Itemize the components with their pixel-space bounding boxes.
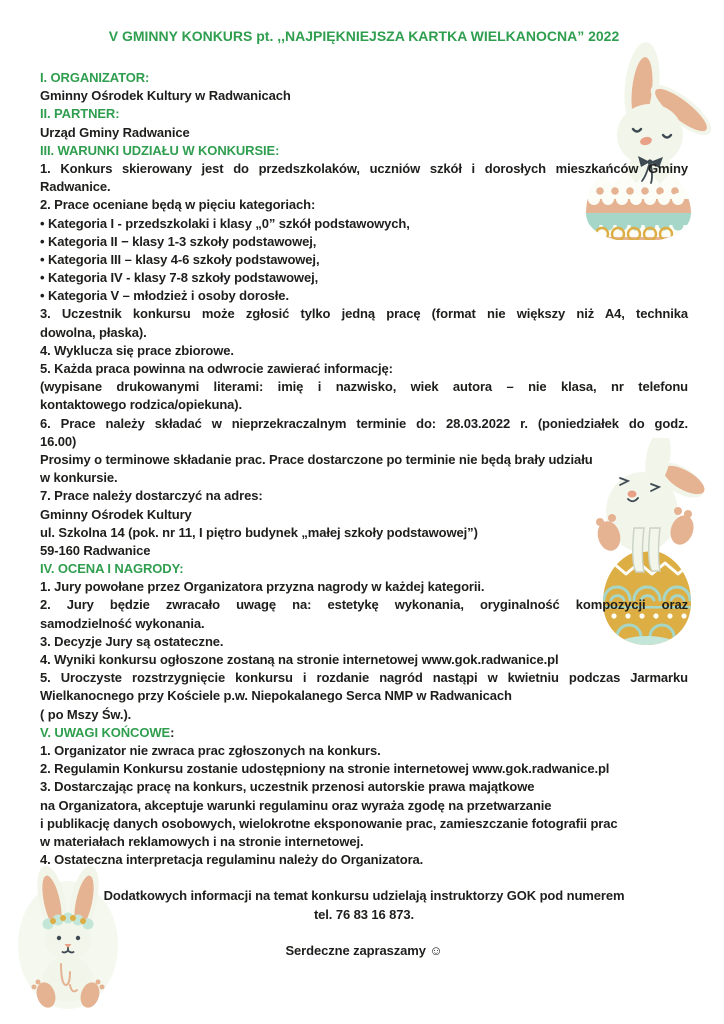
section-heading	[40, 724, 688, 742]
text-line	[40, 906, 688, 924]
body-text: 1. Konkurs skierowany jest do przedszkolaków, uczniów szkół i dorosłych mieszkańców Gminy	[40, 160, 688, 176]
document-text-layer	[40, 26, 688, 960]
text-line	[40, 760, 688, 778]
text-line	[40, 851, 688, 869]
body-text: Gminny Ośrodek Kultury w Radwanicach	[40, 88, 291, 104]
text-line	[40, 324, 688, 342]
document-body	[40, 69, 688, 960]
heading-text: IV. OCENA I NAGRODY:	[40, 561, 184, 577]
text-line	[40, 651, 688, 669]
text-line	[40, 815, 688, 833]
body-text: 3. Uczestnik konkursu może zgłosić tylko jedną pracę (format nie większy niż A4, technika	[40, 306, 688, 322]
body-text: • Kategoria IV - klasy 7-8 szkoły podstawowej,	[40, 270, 319, 286]
body-text: Dodatkowych informacji na temat konkursu udzielają instruktorzy GOK pod numerem	[103, 888, 625, 904]
text-line	[40, 251, 688, 269]
text-line	[40, 451, 688, 469]
body-text: w konkursie.	[40, 470, 118, 486]
body-text: 4. Wyklucza się prace zbiorowe.	[40, 342, 234, 358]
section-heading	[40, 142, 688, 160]
text-line	[40, 942, 688, 960]
heading-text: III. WARUNKI UDZIAŁU W KONKURSIE:	[40, 142, 280, 158]
text-line	[40, 360, 688, 378]
body-text: 16.00)	[40, 433, 77, 449]
body-text: kontaktowego rodzica/opiekuna).	[40, 397, 243, 413]
text-line	[40, 797, 688, 815]
body-text: 2. Regulamin Konkursu zostanie udostępniony na stronie internetowej www.gok.radwanice.pl	[40, 761, 610, 777]
body-text: • Kategoria II − klasy 1-3 szkoły podstawowej,	[40, 233, 317, 249]
text-line	[40, 615, 688, 633]
text-line	[40, 633, 688, 651]
body-text: dowolna, płaska).	[40, 324, 147, 340]
body-text: ul. Szkolna 14 (pok. nr 11, I piętro budynek „małej szkoły podstawowej”)	[40, 524, 478, 540]
document-title: V GMINNY KONKURS pt. ,,NAJPIĘKNIEJSZA KARTKA WIELKANOCNA” 2022	[108, 28, 620, 44]
text-line	[40, 742, 688, 760]
body-text: 59-160 Radwanice	[40, 542, 151, 558]
body-text: Gminny Ośrodek Kultury	[40, 506, 192, 522]
text-line	[40, 196, 688, 214]
text-line	[40, 887, 688, 905]
body-text: • Kategoria III – klasy 4-6 szkoły podstawowej,	[40, 251, 320, 267]
text-line	[40, 287, 688, 305]
text-line	[40, 178, 688, 196]
text-line	[40, 833, 688, 851]
body-text: (wypisane drukowanymi literami: imię i nazwisko, wiek autora – nie klasa, nr telefonu	[40, 379, 688, 395]
text-line	[40, 124, 688, 142]
text-line	[40, 87, 688, 105]
body-text: ( po Mszy Św.).	[40, 706, 132, 722]
text-line	[40, 233, 688, 251]
text-line	[40, 596, 688, 614]
text-line	[40, 506, 688, 524]
text-line	[40, 378, 688, 396]
body-text: • Kategoria V – młodzież i osoby dorosłe.	[40, 288, 289, 304]
body-text: Urząd Gminy Radwanice	[40, 124, 190, 140]
body-text: 4. Ostateczna interpretacja regulaminu należy do Organizatora.	[40, 852, 424, 868]
heading-text: V. UWAGI KOŃCOWE	[40, 724, 171, 740]
body-text: 7. Prace należy dostarczyć na adres:	[40, 488, 263, 504]
body-text: 2. Prace oceniane będą w pięciu kategoriach:	[40, 197, 316, 213]
text-line	[40, 487, 688, 505]
section-heading	[40, 560, 688, 578]
blank-line	[40, 869, 688, 887]
text-line	[40, 578, 688, 596]
text-line	[40, 160, 688, 178]
text-line	[40, 269, 688, 287]
text-line	[40, 687, 688, 705]
text-line	[40, 215, 688, 233]
body-text: Serdeczne zapraszamy ☺	[285, 943, 443, 958]
body-text: • Kategoria I - przedszkolaki i klasy „0” szkół podstawowych,	[40, 215, 410, 231]
body-text: 1. Organizator nie zwraca prac zgłoszonych na konkurs.	[40, 742, 381, 758]
text-line	[40, 669, 688, 687]
body-text: 5. Uroczyste rozstrzygnięcie konkursu i rozdanie nagród nastąpi w kwietniu podczas Jarmarku	[40, 670, 688, 686]
body-text: Wielkanocnego przy Kościele p.w. Niepokalanego Serca NMP w Radwanicach	[40, 688, 512, 704]
body-text: samodzielność wykonania.	[40, 615, 205, 631]
section-heading	[40, 105, 688, 123]
heading-text: II. PARTNER:	[40, 106, 120, 122]
section-heading	[40, 69, 688, 87]
blank-line	[40, 924, 688, 942]
text-line	[40, 706, 688, 724]
heading-text: I. ORGANIZATOR:	[40, 70, 150, 85]
text-line	[40, 342, 688, 360]
text-line	[40, 778, 688, 796]
text-line	[40, 433, 688, 451]
body-text: w materiałach reklamowych i na stronie internetowej.	[40, 833, 364, 849]
text-line	[40, 396, 688, 414]
body-text: tel. 76 83 16 873.	[313, 906, 415, 922]
body-text: Radwanice.	[40, 179, 111, 195]
body-text: Prosimy o terminowe składanie prac. Prace dostarczone po terminie nie będą brały udziału	[40, 451, 593, 467]
text-line	[40, 469, 688, 487]
text-line	[40, 542, 688, 560]
body-text: 2. Jury będzie zwracało uwagę na: estetykę wykonania, oryginalność kompozycji oraz	[40, 597, 688, 613]
body-text: i publikację danych osobowych, wielokrotne eksponowanie prac, zamieszczanie fotografii prac	[40, 815, 618, 831]
body-text: 5. Każda praca powinna na odwrocie zawierać informację:	[40, 361, 393, 376]
body-text: 3. Dostarczając pracę na konkurs, uczestnik przenosi autorskie prawa majątkowe	[40, 779, 535, 795]
text-line	[40, 524, 688, 542]
text-line	[40, 415, 688, 433]
body-text: 1. Jury powołane przez Organizatora przyzna nagrody w każdej kategorii.	[40, 579, 485, 595]
text-line	[40, 305, 688, 323]
body-text: 3. Decyzje Jury są ostateczne.	[40, 633, 224, 649]
body-text: 4. Wyniki konkursu ogłoszone zostaną na stronie internetowej www.gok.radwanice.pl	[40, 652, 559, 667]
body-text: 6. Prace należy składać w nieprzekraczalnym terminie do: 28.03.2022 r. (poniedziałek do godz.	[40, 415, 688, 431]
body-text: :	[170, 724, 175, 740]
body-text: na Organizatora, akceptuje warunki regulaminu oraz wyraża zgodę na przetwarzanie	[40, 797, 552, 813]
